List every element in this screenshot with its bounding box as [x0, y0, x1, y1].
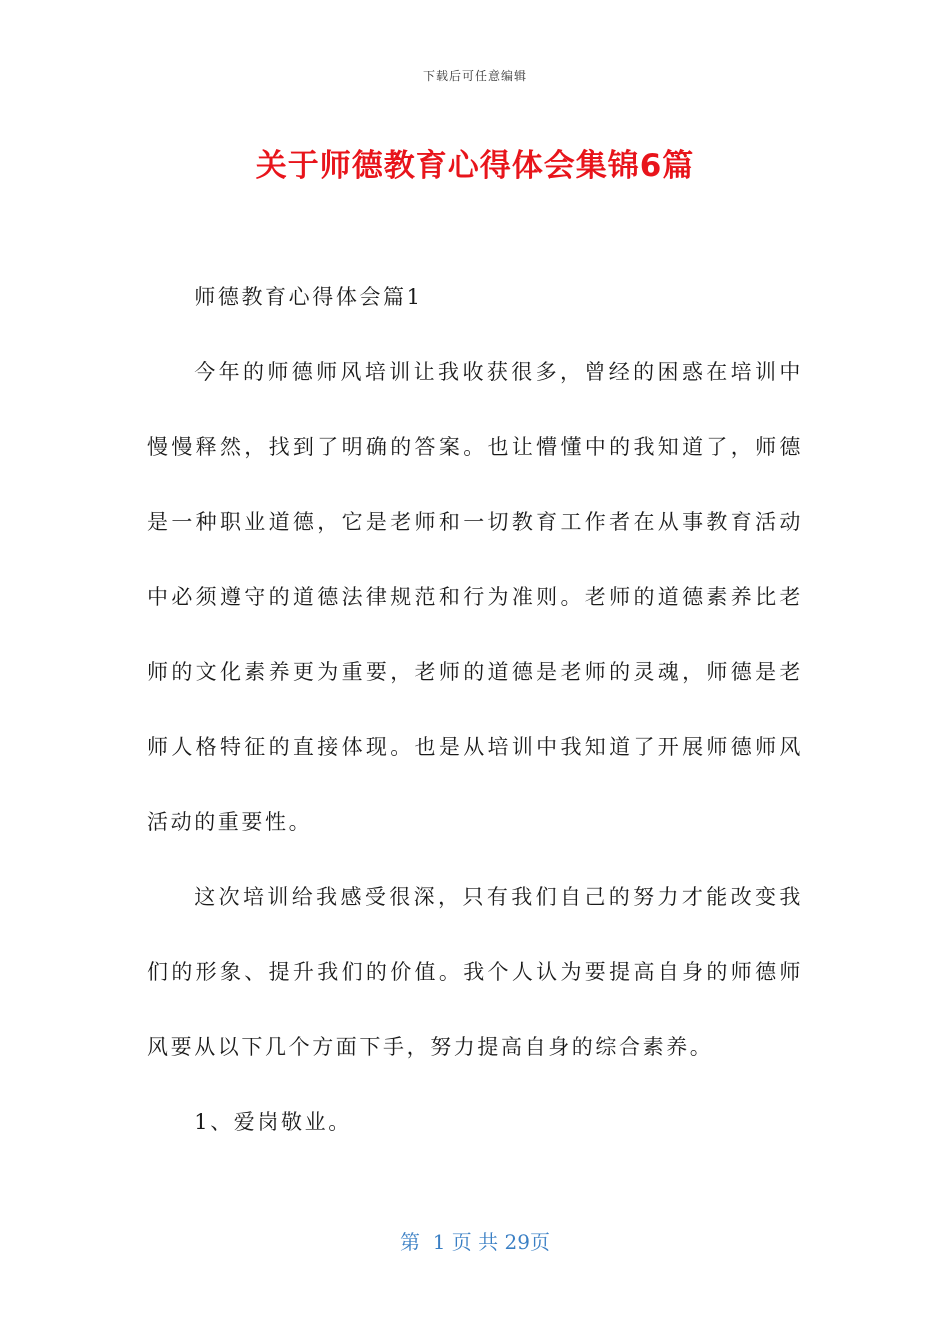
- paragraph-2: 这次培训给我感受很深，只有我们自己的努力才能改变我们的形象、提升我们的价值。我个人认为要提高自身的师德师风要从以下几个方面下手，努力提高自身的综合素养。: [147, 885, 803, 1059]
- header-note: 下载后可任意编辑: [422, 69, 527, 83]
- document-body: [147, 260, 803, 1160]
- paragraph-1: 今年的师德师风培训让我收获很多，曾经的困惑在培训中慢慢释然，找到了明确的答案。也让懵懂中的我知道了，师德是一种职业道德，它是老师和一切教育工作者在从事教育活动中必须遵守的道德法律规范和行为准则。老师的道德素养比老师的文化素养更为重要，老师的道德是老师的灵魂，师德是老师人格特征的直接体现。也是从培训中我知道了开展师德师风活动的重要性。: [147, 360, 803, 834]
- document-title: 关于师德教育心得体会集锦6篇: [255, 148, 695, 184]
- page-indicator: 第 1 页 共 29页: [400, 1230, 550, 1254]
- paragraph-3: 1、爱岗敬业。: [194, 1110, 352, 1134]
- section-heading: 师德教育心得体会篇1: [194, 285, 423, 309]
